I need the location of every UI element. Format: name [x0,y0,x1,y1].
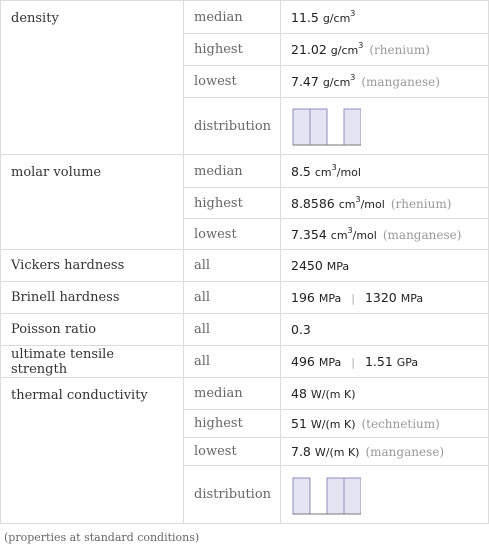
density-distribution-cell [281,98,489,155]
thermal-highest-value: 51 W/(m K) (technetium) [281,410,489,438]
density-median-label: median [184,1,281,34]
vickers-sub-label: all [184,250,281,282]
thermal-highest-label: highest [184,410,281,438]
table-row [1,314,489,346]
property-thermal-conductivity: thermal conductivity [1,378,184,524]
thermal-median-value: 48 W/(m K) [281,378,489,410]
histogram-bar [344,478,361,514]
density-highest-label: highest [184,34,281,66]
property-brinell-hardness: Brinell hardness [1,282,184,314]
molar-volume-median-value: 8.5 $cm^3$/mol [281,155,489,188]
molar-volume-lowest-value: 7.354 $cm^3$/mol (manganese) [281,219,489,250]
density-distribution-label: distribution [184,98,281,155]
poisson-sub-label: all [184,314,281,346]
molar-volume-lowest-label: lowest [184,219,281,250]
poisson-value: 0.3 [281,314,489,346]
property-density: density [1,1,184,155]
table-row [1,346,489,378]
thermal-median-label: median [184,378,281,410]
histogram-bar [293,478,310,514]
thermal-lowest-label: lowest [184,438,281,466]
property-poisson-ratio: Poisson ratio [1,314,184,346]
brinell-value: 196 MPa | 1320 MPa [281,282,489,314]
thermal-distribution-label: distribution [184,466,281,524]
table-row [1,282,489,314]
table-row [1,1,489,34]
uts-sub-label: all [184,346,281,378]
density-distribution-histogram [291,105,361,147]
molar-volume-highest-label: highest [184,188,281,219]
footnote: (properties at standard conditions) [4,531,200,544]
molar-volume-highest-value: 8.8586 $cm^3$/mol (rhenium) [281,188,489,219]
table-row [1,155,489,188]
brinell-sub-label: all [184,282,281,314]
histogram-bar [310,109,327,145]
property-vickers-hardness: Vickers hardness [1,250,184,282]
table-row [1,250,489,282]
density-median-value: 11.5 $g/cm^3$ [281,1,489,34]
table-row [1,378,489,410]
histogram-bar [327,478,344,514]
thermal-distribution-cell [281,466,489,524]
property-molar-volume: molar volume [1,155,184,250]
molar-volume-median-label: median [184,155,281,188]
uts-value: 496 MPa | 1.51 GPa [281,346,489,378]
histogram-bar [344,109,361,145]
vickers-value: 2450 MPa [281,250,489,282]
density-lowest-label: lowest [184,66,281,98]
density-lowest-value: 7.47 $g/cm^3$ (manganese) [281,66,489,98]
density-highest-value: 21.02 $g/cm^3$ (rhenium) [281,34,489,66]
histogram-bar [293,109,310,145]
thermal-lowest-value: 7.8 W/(m K) (manganese) [281,438,489,466]
thermal-distribution-histogram [291,474,361,516]
property-ultimate-tensile-strength: ultimate tensile strength [1,346,184,378]
